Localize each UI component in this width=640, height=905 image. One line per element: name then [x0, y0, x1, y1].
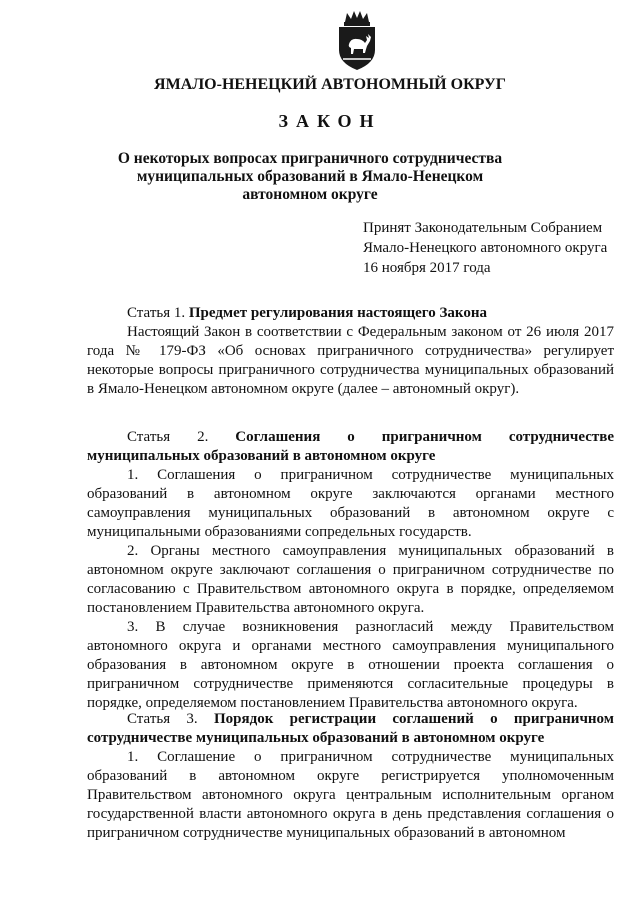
- document-type-title: ЗАКОН: [278, 111, 382, 131]
- article-heading: [87, 304, 614, 323]
- article-label: Статья 1.: [127, 305, 186, 321]
- coat-of-arms-emblem: [332, 8, 382, 72]
- adoption-line-1: Принят Законодательным Собранием: [363, 220, 603, 236]
- article-title: Предмет регулирования настоящего Закона: [188, 305, 487, 321]
- adoption-line-3: 16 ноября 2017 года: [363, 260, 491, 276]
- article-title: Порядок регистрации соглашений о приграничном сотрудничестве муниципальных образований в автономном округе: [87, 711, 614, 746]
- article-heading: [87, 710, 614, 748]
- article-label: Статья 2.: [127, 429, 209, 445]
- article-title: Соглашения о приграничном сотрудничестве муниципальных образований в автономном округе: [87, 429, 614, 464]
- article-2: [87, 428, 614, 713]
- adoption-line-2: Ямало-Ненецкого автономного округа: [363, 240, 608, 256]
- article-paragraph: 3. В случае возникновения разногласий между Правительством автономного округа и органами местного самоуправления муниципального образования в автономном округе в отношении проекта соглашения о приграничном сотрудничестве применяются согласительные процедуры в порядке, определяемом постановлением Правительства автономного округа.: [87, 619, 614, 711]
- article-label: Статья 3.: [127, 711, 198, 727]
- region-title: ЯМАЛО-НЕНЕЦКИЙ АВТОНОМНЫЙ ОКРУГ: [154, 76, 506, 93]
- article-1: [87, 304, 614, 399]
- article-paragraph: Настоящий Закон в соответствии с Федеральным законом от 26 июля 2017 года № 179-ФЗ «Об основах приграничного сотрудничества» регулирует некоторые вопросы приграничного сотрудничества муниципальных образований в Ямало-Ненецком автономном округе (далее – автономный округ).: [87, 324, 614, 397]
- article-heading: [87, 428, 614, 466]
- adoption-note: [363, 218, 623, 278]
- article-paragraph: 1. Соглашения о приграничном сотрудничестве муниципальных образований в автономном округе заключаются органами местного самоуправления муниципальных образований в автономном округе с муниципальными образованиями сопредельных государств.: [87, 467, 614, 540]
- article-3: [87, 710, 614, 843]
- article-paragraph: 1. Соглашение о приграничном сотрудничестве муниципальных образований в автономном округе регистрируется уполномоченным Правительством автономного округа центральным исполнительным органом государственной власти автономного округа в день представления соглашения о приграничном сотрудничестве муниципальных образований в автономном: [87, 749, 614, 841]
- article-paragraph: 2. Органы местного самоуправления муниципальных образований в автономном округе заключают соглашения о приграничном сотрудничестве по согласованию с Правительством автономного округа в порядке, определяемом постановлением Правительства автономного округа.: [87, 543, 614, 616]
- law-subject-title: О некоторых вопросах приграничного сотрудничества муниципальных образований в Ямало-Ненецком автономном округе: [117, 150, 503, 203]
